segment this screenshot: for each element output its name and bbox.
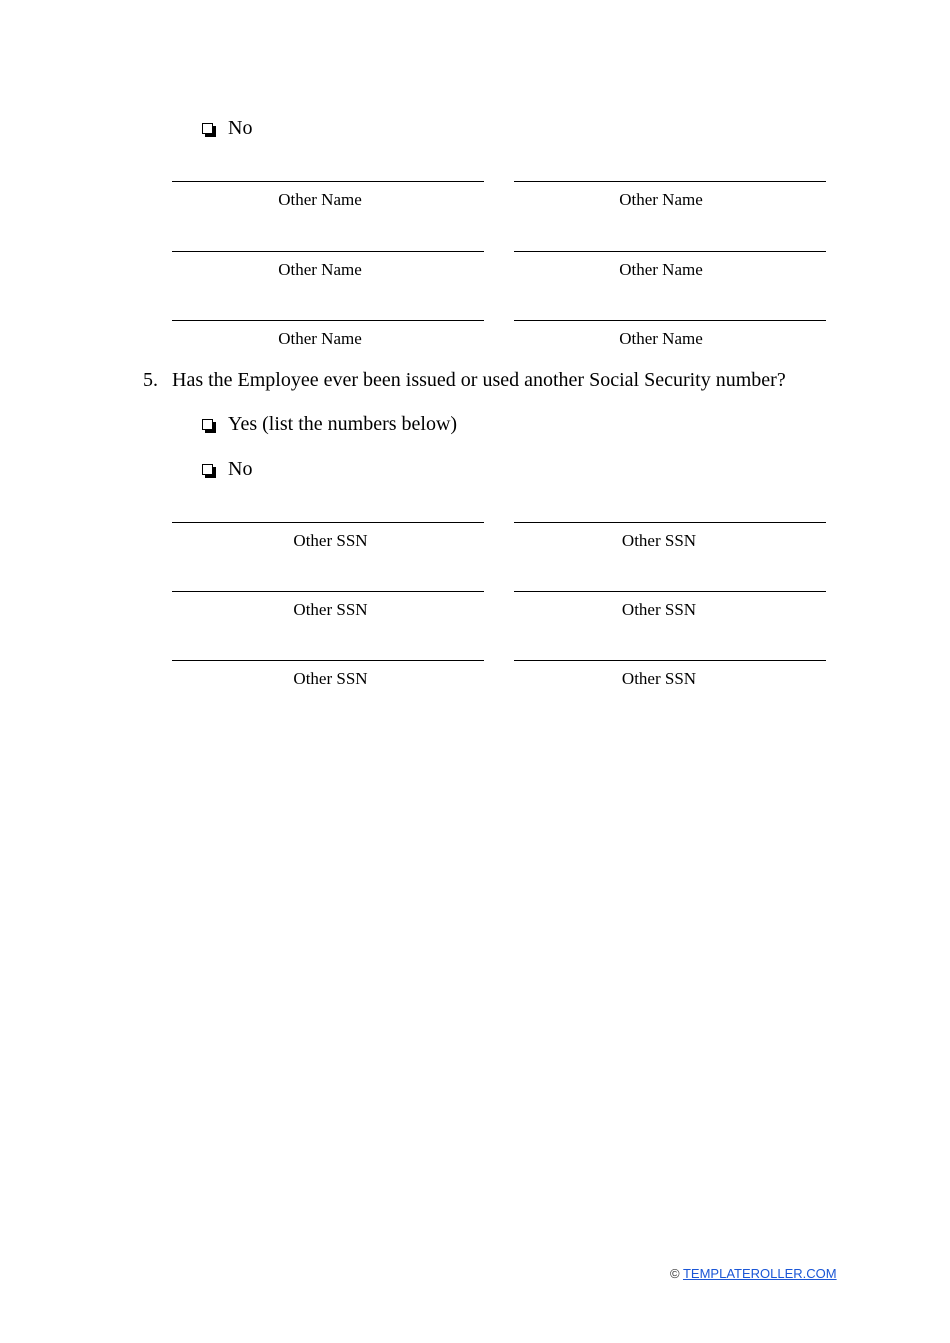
field-caption: Other SSN — [621, 531, 697, 550]
other-ssn-field-2[interactable] — [514, 522, 826, 551]
checkbox-icon[interactable] — [202, 419, 214, 431]
copyright-symbol: © — [670, 1266, 680, 1281]
signature-line — [172, 522, 484, 523]
question-number: 5. — [143, 369, 158, 391]
option-no[interactable] — [202, 457, 252, 481]
option-yes[interactable] — [202, 412, 457, 436]
signature-line — [172, 320, 484, 321]
field-caption: Other SSN — [293, 531, 368, 550]
field-caption: Other SSN — [293, 669, 368, 688]
other-name-field-4[interactable] — [514, 251, 826, 280]
question-5 — [143, 367, 786, 393]
field-caption: Other Name — [278, 329, 362, 348]
field-caption: Other Name — [619, 329, 703, 348]
field-caption: Other SSN — [621, 600, 697, 619]
question-text: Has the Employee ever been issued or used another Social Security number? — [172, 369, 786, 391]
option-label: No — [228, 458, 253, 480]
field-caption: Other Name — [278, 190, 362, 209]
other-ssn-field-4[interactable] — [514, 591, 826, 620]
signature-line — [514, 181, 826, 182]
field-caption: Other Name — [619, 190, 703, 209]
footer-credit — [670, 1266, 837, 1282]
signature-line — [514, 522, 826, 523]
field-caption: Other Name — [278, 260, 362, 279]
other-ssn-field-5[interactable] — [172, 660, 484, 689]
field-caption: Other SSN — [621, 669, 697, 688]
signature-line — [514, 320, 826, 321]
other-name-field-5[interactable] — [172, 320, 484, 349]
signature-line — [514, 591, 826, 592]
other-name-field-6[interactable] — [514, 320, 826, 349]
checkbox-icon[interactable] — [202, 464, 214, 476]
option-label: Yes (list the numbers below) — [228, 413, 458, 435]
other-ssn-field-3[interactable] — [172, 591, 484, 620]
signature-line — [172, 181, 484, 182]
signature-line — [172, 660, 484, 661]
other-name-field-3[interactable] — [172, 251, 484, 280]
option-label: No — [228, 117, 253, 139]
signature-line — [172, 591, 484, 592]
field-caption: Other Name — [619, 260, 703, 279]
signature-line — [514, 251, 826, 252]
other-name-field-1[interactable] — [172, 181, 484, 210]
option-no-top[interactable] — [202, 116, 252, 140]
other-name-field-2[interactable] — [514, 181, 826, 210]
signature-line — [514, 660, 826, 661]
templateroller-link[interactable]: TEMPLATEROLLER.COM — [682, 1266, 837, 1281]
other-ssn-field-1[interactable] — [172, 522, 484, 551]
signature-line — [172, 251, 484, 252]
field-caption: Other SSN — [293, 600, 368, 619]
other-ssn-field-6[interactable] — [514, 660, 826, 689]
checkbox-icon[interactable] — [202, 123, 214, 135]
